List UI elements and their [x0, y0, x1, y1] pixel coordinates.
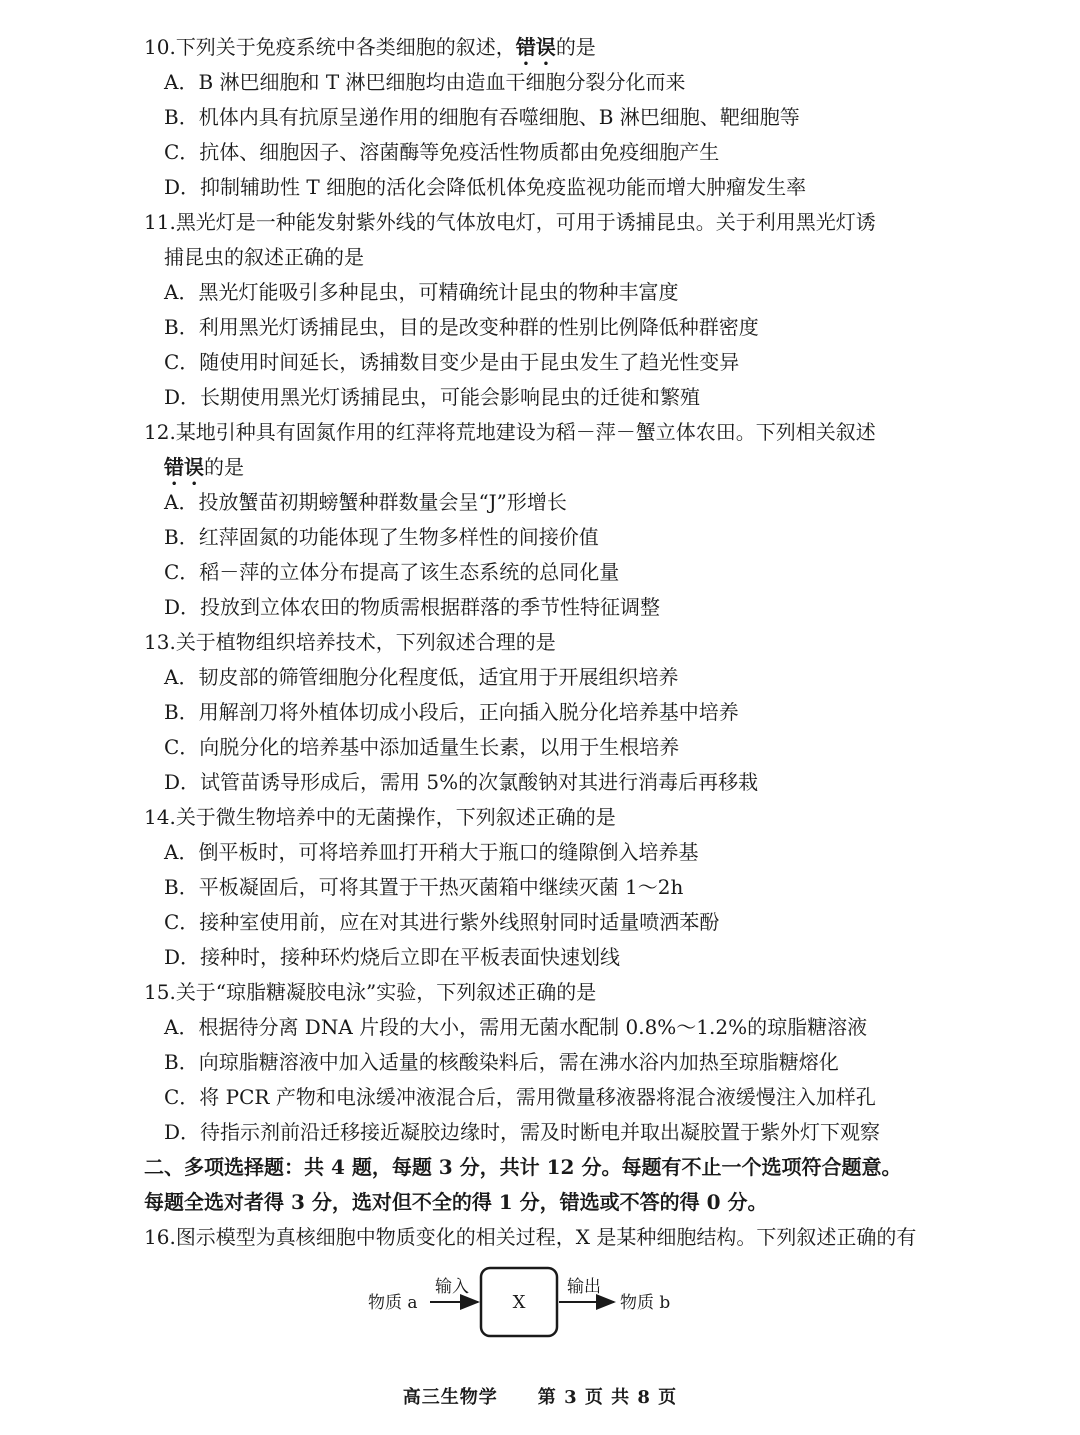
question-12-option-b: B．红萍固氮的功能体现了生物多样性的间接价值 — [164, 525, 599, 549]
emphasis-text: 错误 — [164, 455, 204, 479]
question-12-stem — [144, 415, 944, 450]
question-13-option-a: A．韧皮部的筛管细胞分化程度低，适宜用于开展组织培养 — [164, 665, 679, 689]
question-12-option-a: A．投放蟹苗初期螃蟹种群数量会呈“J”形增长 — [164, 490, 567, 514]
question-15-option-c: C．将 PCR 产物和电泳缓冲液混合后，需用微量移液器将混合液缓慢注入加样孔 — [164, 1085, 876, 1109]
emphasis-text: 错误 — [515, 35, 556, 59]
stem-text: 黑光灯是一种能发射紫外线的气体放电灯，可用于诱捕昆虫。关于利用黑光灯诱 — [175, 210, 876, 234]
question-14-option-b: B．平板凝固后，可将其置于干热灭菌箱中继续灭菌 1～2h — [164, 875, 684, 899]
question-16-stem — [144, 1220, 944, 1255]
stem-text: 下列关于免疫系统中各类细胞的叙述， — [175, 35, 516, 59]
output-substance-label: 物质 b — [620, 1293, 671, 1313]
question-number: 11. — [144, 210, 176, 234]
question-11-option-a: A．黑光灯能吸引多种昆虫，可精确统计昆虫的物种丰富度 — [164, 280, 679, 304]
question-14-option-c: C．接种室使用前，应在对其进行紫外线照射同时适量喷洒苯酚 — [164, 910, 720, 934]
question-10-option-a: A．B 淋巴细胞和 T 淋巴细胞均由造血干细胞分裂分化而来 — [164, 70, 686, 94]
question-area — [144, 30, 944, 1255]
question-14-stem — [144, 800, 944, 835]
input-substance-label: 物质 a — [368, 1293, 418, 1313]
stem-text: 关于“琼脂糖凝胶电泳”实验，下列叙述正确的是 — [175, 980, 597, 1004]
question-14-option-a: A．倒平板时，可将培养皿打开稍大于瓶口的缝隙倒入培养基 — [164, 840, 699, 864]
question-11-option-c: C．随使用时间延长，诱捕数目变少是由于昆虫发生了趋光性变异 — [164, 350, 740, 374]
question-11-option-b: B．利用黑光灯诱捕昆虫，目的是改变种群的性别比例降低种群密度 — [164, 315, 759, 339]
question-10-option-d: D．抑制辅助性 T 细胞的活化会降低机体免疫监视功能而增大肿瘤发生率 — [164, 175, 807, 199]
question-11-stem-continued: 捕昆虫的叙述正确的是 — [164, 245, 364, 269]
question-10-option-c: C．抗体、细胞因子、溶菌酶等免疫活性物质都由免疫细胞产生 — [164, 140, 720, 164]
page-footer — [0, 1383, 1080, 1409]
output-arrow-label: 输出 — [567, 1277, 601, 1297]
stem-text: 图示模型为真核细胞中物质变化的相关过程，X 是某种细胞结构。下列叙述正确的有 — [175, 1225, 917, 1249]
question-12-option-c: C．稻－萍的立体分布提高了该生态系统的总同化量 — [164, 560, 620, 584]
question-13-option-b: B．用解剖刀将外植体切成小段后，正向插入脱分化培养基中培养 — [164, 700, 739, 724]
question-number: 15. — [144, 980, 176, 1004]
stem-text: 关于植物组织培养技术，下列叙述合理的是 — [175, 630, 556, 654]
question-number: 13. — [144, 630, 176, 654]
question-13-stem — [144, 625, 944, 660]
question-10-option-b: B．机体内具有抗原呈递作用的细胞有吞噬细胞、B 淋巴细胞、靶细胞等 — [164, 105, 800, 129]
section-2-instructions: 每题全选对者得 3 分，选对但不全的得 1 分，错选或不答的得 0 分。 — [144, 1190, 768, 1214]
question-15-option-d: D．待指示剂前沿迁移接近凝胶边缘时，需及时断电并取出凝胶置于紫外灯下观察 — [164, 1120, 881, 1144]
footer-page-number: 第 3 页 共 8 页 — [537, 1387, 678, 1408]
stem-text: 的是 — [555, 35, 596, 59]
question-14-option-d: D．接种时，接种环灼烧后立即在平板表面快速划线 — [164, 945, 621, 969]
question-15-stem — [144, 975, 944, 1010]
question-11-option-d: D．长期使用黑光灯诱捕昆虫，可能会影响昆虫的迁徙和繁殖 — [164, 385, 701, 409]
question-13-option-d: D．试管苗诱导形成后，需用 5%的次氯酸钠对其进行消毒后再移栽 — [164, 770, 759, 794]
question-12-option-d: D．投放到立体农田的物质需根据群落的季节性特征调整 — [164, 595, 661, 619]
section-2-heading: 二、多项选择题：共 4 题，每题 3 分，共计 12 分。每题有不止一个选项符合题意。 — [144, 1155, 902, 1179]
question-number: 14. — [144, 805, 176, 829]
input-arrow-label: 输入 — [435, 1277, 469, 1297]
question-number: 12. — [144, 420, 176, 444]
stem-text: 关于微生物培养中的无菌操作，下列叙述正确的是 — [175, 805, 616, 829]
stem-text: 的是 — [204, 455, 244, 479]
question-13-option-c: C．向脱分化的培养基中添加适量生长素，以用于生根培养 — [164, 735, 680, 759]
footer-subject: 高三生物学 — [402, 1387, 498, 1408]
question-number: 16. — [144, 1225, 176, 1249]
question-15-option-b: B．向琼脂糖溶液中加入适量的核酸染料后，需在沸水浴内加热至琼脂糖熔化 — [164, 1050, 839, 1074]
stem-text: 某地引种具有固氮作用的红萍将荒地建设为稻－萍－蟹立体农田。下列相关叙述 — [175, 420, 876, 444]
question-15-option-a: A．根据待分离 DNA 片段的大小，需用无菌水配制 0.8%～1.2%的琼脂糖溶液 — [164, 1015, 868, 1039]
structure-x-label: X — [512, 1292, 526, 1313]
process-diagram — [360, 1262, 700, 1342]
question-11-stem — [144, 205, 944, 240]
question-number: 10. — [144, 35, 176, 59]
question-10-stem — [144, 30, 944, 65]
question-12-stem-continued — [144, 450, 944, 485]
